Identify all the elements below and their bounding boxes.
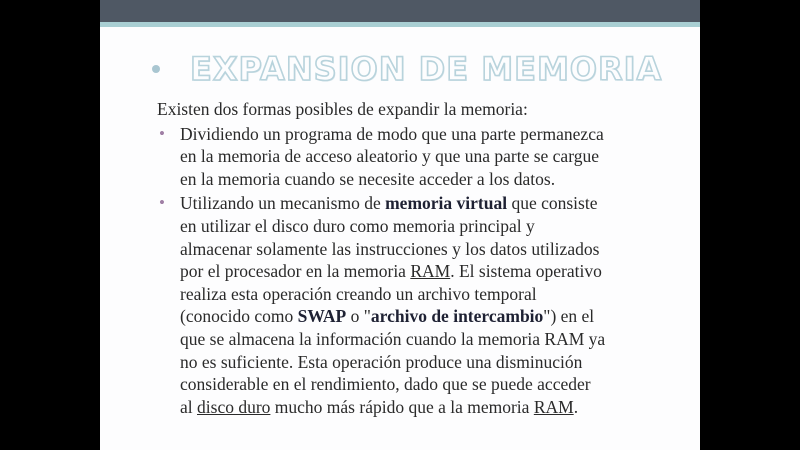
text: . El sistema operativo <box>450 261 602 282</box>
ram-link[interactable]: RAM <box>533 396 574 417</box>
item2-line-7: que se almacena la información cuando la memoria RAM ya <box>180 328 606 349</box>
ram-link[interactable]: RAM <box>410 261 451 282</box>
bullet-icon: • <box>159 123 165 143</box>
text: ") en el <box>543 306 595 327</box>
intro-text: Existen dos formas posibles de expandir la memoria: <box>157 99 528 119</box>
bullet-icon: • <box>159 193 165 213</box>
bullet-item-2 <box>157 192 657 418</box>
item2-line-2: en utilizar el disco duro como memoria principal y <box>180 215 535 236</box>
text: Utilizando un mecanismo de <box>180 193 386 214</box>
item2-line-1 <box>180 192 657 215</box>
slide-body <box>157 98 657 418</box>
text: por el procesador en la memoria <box>180 261 411 282</box>
item2-line-8: no es suficiente. Esta operación produce una disminución <box>180 351 583 372</box>
item2-line-6 <box>180 305 657 328</box>
item2-line-5: realiza esta operación creando un archivo temporal <box>180 283 537 304</box>
disco-duro-link[interactable]: disco duro <box>197 396 271 417</box>
item2-line-4 <box>180 260 657 283</box>
bold-term-memoria-virtual: memoria virtual <box>385 193 508 214</box>
accent-bar <box>100 22 700 27</box>
text: (conocido como <box>180 306 298 327</box>
slide <box>100 0 700 450</box>
text: . <box>573 396 579 417</box>
bullet-item-1 <box>157 123 657 191</box>
text: mucho más rápido que a la memoria <box>270 396 534 417</box>
bold-term-swap: SWAP <box>297 306 347 327</box>
item2-line-3: almacenar solamente las instrucciones y los datos utilizados <box>180 238 600 259</box>
title-bullet-icon <box>152 65 160 73</box>
item2-line-9: considerable en el rendimiento, dado que se puede acceder <box>180 374 591 395</box>
text: o " <box>346 306 371 327</box>
item1-line-2: en la memoria de acceso aleatorio y que una parte se cargue <box>180 146 599 167</box>
item2-line-10 <box>180 396 657 419</box>
header-bar <box>100 0 700 22</box>
slide-title: EXPANSION DE MEMORIA <box>190 50 663 88</box>
bold-term-archivo-intercambio: archivo de intercambio <box>370 306 544 327</box>
title-row <box>152 46 662 92</box>
item1-line-1: Dividiendo un programa de modo que una parte permanezca <box>180 123 604 144</box>
text: que consiste <box>507 193 598 214</box>
text: al <box>180 396 198 417</box>
item1-line-3: en la memoria cuando se necesite acceder a los datos. <box>180 168 556 189</box>
